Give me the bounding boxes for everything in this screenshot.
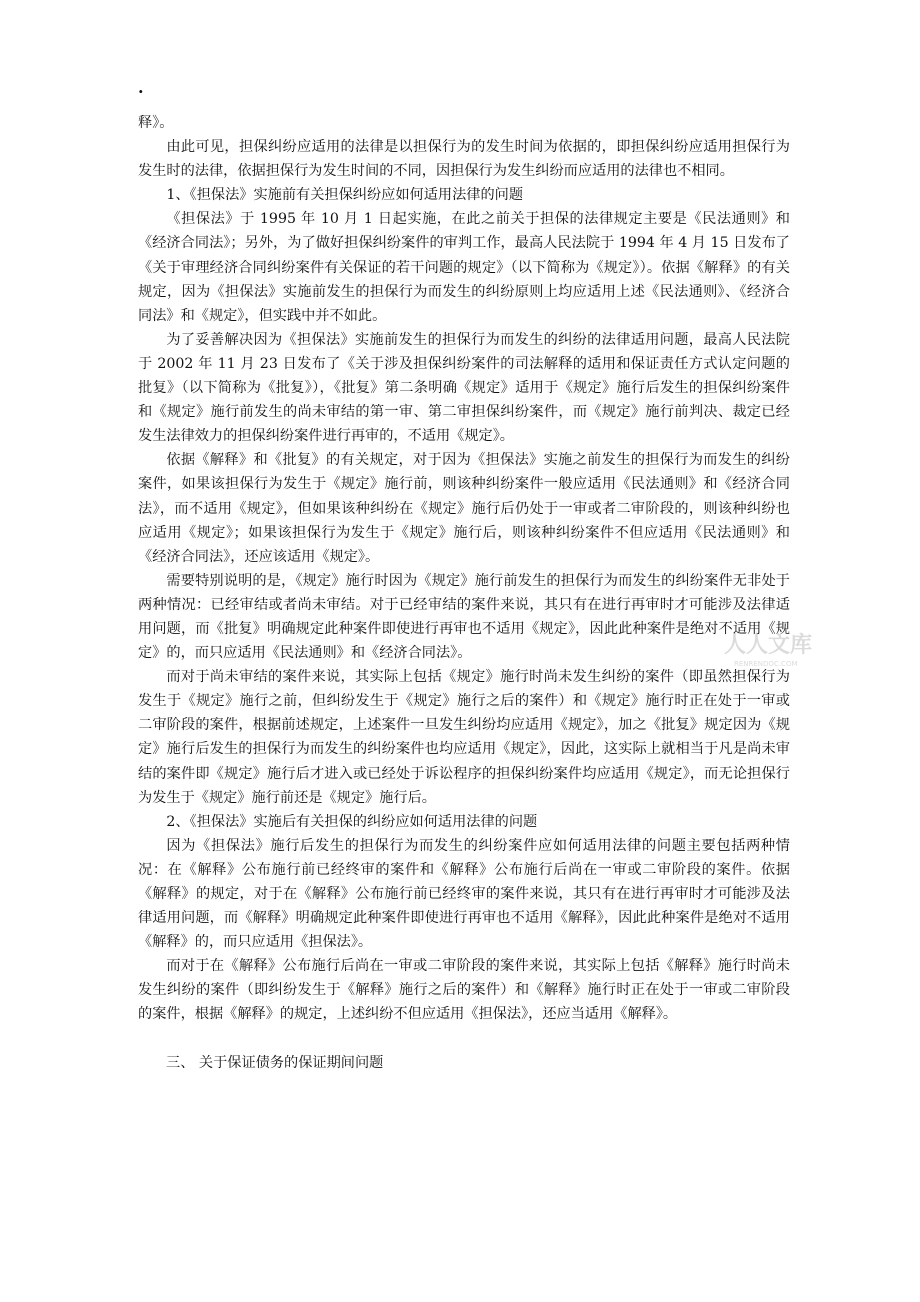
paragraph-reply: 为了妥善解决因为《担保法》实施前发生的担保行为而发生的纠纷的法律适用问题，最高人民法院于 2002 年 11 月 23 日发布了《关于涉及担保纠纷案件的司法解释的适用和保证责任方式认定问题的批复》（以下简称为《批复》），《批复》第二条明确《规定》适用于《规定》施行后发生的担保纠纷案件和《规定》施行前发生的尚未审结的第一审、第二审担保纠纷案件，而《规定》施行前判决、裁定已经发生法律效力的担保纠纷案件进行再审的，不适用《规定》。	[138, 331, 790, 445]
paragraph-continuation: 释》。	[138, 115, 174, 131]
subheading-1: 1、《担保法》实施前有关担保纠纷应如何适用法律的问题	[166, 187, 524, 204]
paragraph-intro: 由此可见，担保纠纷应适用的法律是以担保行为的发生时间为依据的，即担保纠纷应适用担保行为发生时的法律，依据担保行为发生时间的不同，因担保行为发生纠纷而应适用的法律也不相同。	[138, 139, 790, 180]
page-marker-dot: .	[138, 78, 144, 97]
paragraph-pending-cases: 而对于尚未审结的案件来说，其实际上包括《规定》施行时尚未发生纠纷的案件（即虽然担保行为发生于《规定》施行之前，但纠纷发生于《规定》施行之后的案件）和《规定》施行时正在处于一审或二审阶段的案件，根据前述规定，上述案件一旦发生纠纷均应适用《规定》，加之《批复》规定因为《规定》施行后发生的担保行为而发生的纠纷案件也均应适用《规定》，因此，这实际上就相当于凡是尚未审结的案件即《规定》施行后才进入或已经处于诉讼程序的担保纠纷案件均应适用《规定》，而无论担保行为发生于《规定》施行前还是《规定》施行后。	[138, 669, 790, 806]
subheading-2: 2、《担保法》实施后有关担保的纠纷应如何适用法律的问题	[166, 813, 538, 830]
watermark-sub-text: RENRENDOC.COM	[734, 660, 798, 668]
paragraph-after-pending: 而对于在《解释》公布施行后尚在一审或二审阶段的案件来说，其实际上包括《解释》施行时尚未发生纠纷的案件（即纠纷发生于《解释》施行之后的案件）和《解释》施行时正在处于一审或二审阶段的案件，根据《解释》的规定，上述纠纷不但应适用《担保法》，还应当适用《解释》。	[138, 958, 790, 1023]
paragraph-special-note: 需要特别说明的是，《规定》施行时因为《规定》施行前发生的担保行为而发生的纠纷案件无非处于两种情况：已经审结或者尚未审结。对于已经审结的案件来说，其只有在进行再审时才可能涉及法律适用问题，而《批复》明确规定此种案件即使进行再审也不适用《规定》，因此此种案件是绝对不适用《规定》的，而只应适用《民法通则》和《经济合同法》。	[138, 572, 790, 662]
watermark-main-text: 人人文库	[724, 633, 813, 658]
paragraph-interpretation: 依据《解释》和《批复》的有关规定，对于因为《担保法》实施之前发生的担保行为而发生的纠纷案件，如果该担保行为发生于《规定》施行前，则该种纠纷案件一般应适用《民法通则》和《经济合同法》，而不适用《规定》，但如果该种纠纷在《规定》施行后仍处于一审或者二审阶段的，则该种纠纷也应适用《规定》；如果该担保行为发生于《规定》施行后，则该种纠纷案件不但应适用《民法通则》和《经济合同法》，还应该适用《规定》。	[138, 452, 790, 565]
paragraph-after-law: 因为《担保法》施行后发生的担保行为而发生的纠纷案件应如何适用法律的问题主要包括两种情况：在《解释》公布施行前已经终审的案件和《解释》公布施行后尚在一审或二审阶段的案件。依据《解释》的规定，对于在《解释》公布施行前已经终审的案件来说，其只有在进行再审时才可能涉及法律适用问题，而《解释》明确规定此种案件即使进行再审也不适用《解释》，因此此种案件是绝对不适用《解释》的，而只应适用《担保法》。	[138, 837, 790, 951]
watermark-logo	[722, 628, 814, 674]
section-heading-three: 三、 关于保证债务的保证期间问题	[166, 1054, 384, 1071]
document-body	[138, 111, 790, 1075]
paragraph-before-law: 《担保法》于 1995 年 10 月 1 日起实施，在此之前关于担保的法律规定主要是《民法通则》和《经济合同法》；另外，为了做好担保纠纷案件的审判工作，最高人民法院于 1994 年 4 月 15 日发布了《关于审理经济合同纠纷案件有关保证的若干问题的规定》（以下简称为《规定》）。依据《解释》的有关规定，因为《担保法》实施前发生的担保行为而发生的纠纷原则上均应适用上述《民法通则》、《经济合同法》和《规定》，但实践中并不如此。	[138, 211, 790, 324]
